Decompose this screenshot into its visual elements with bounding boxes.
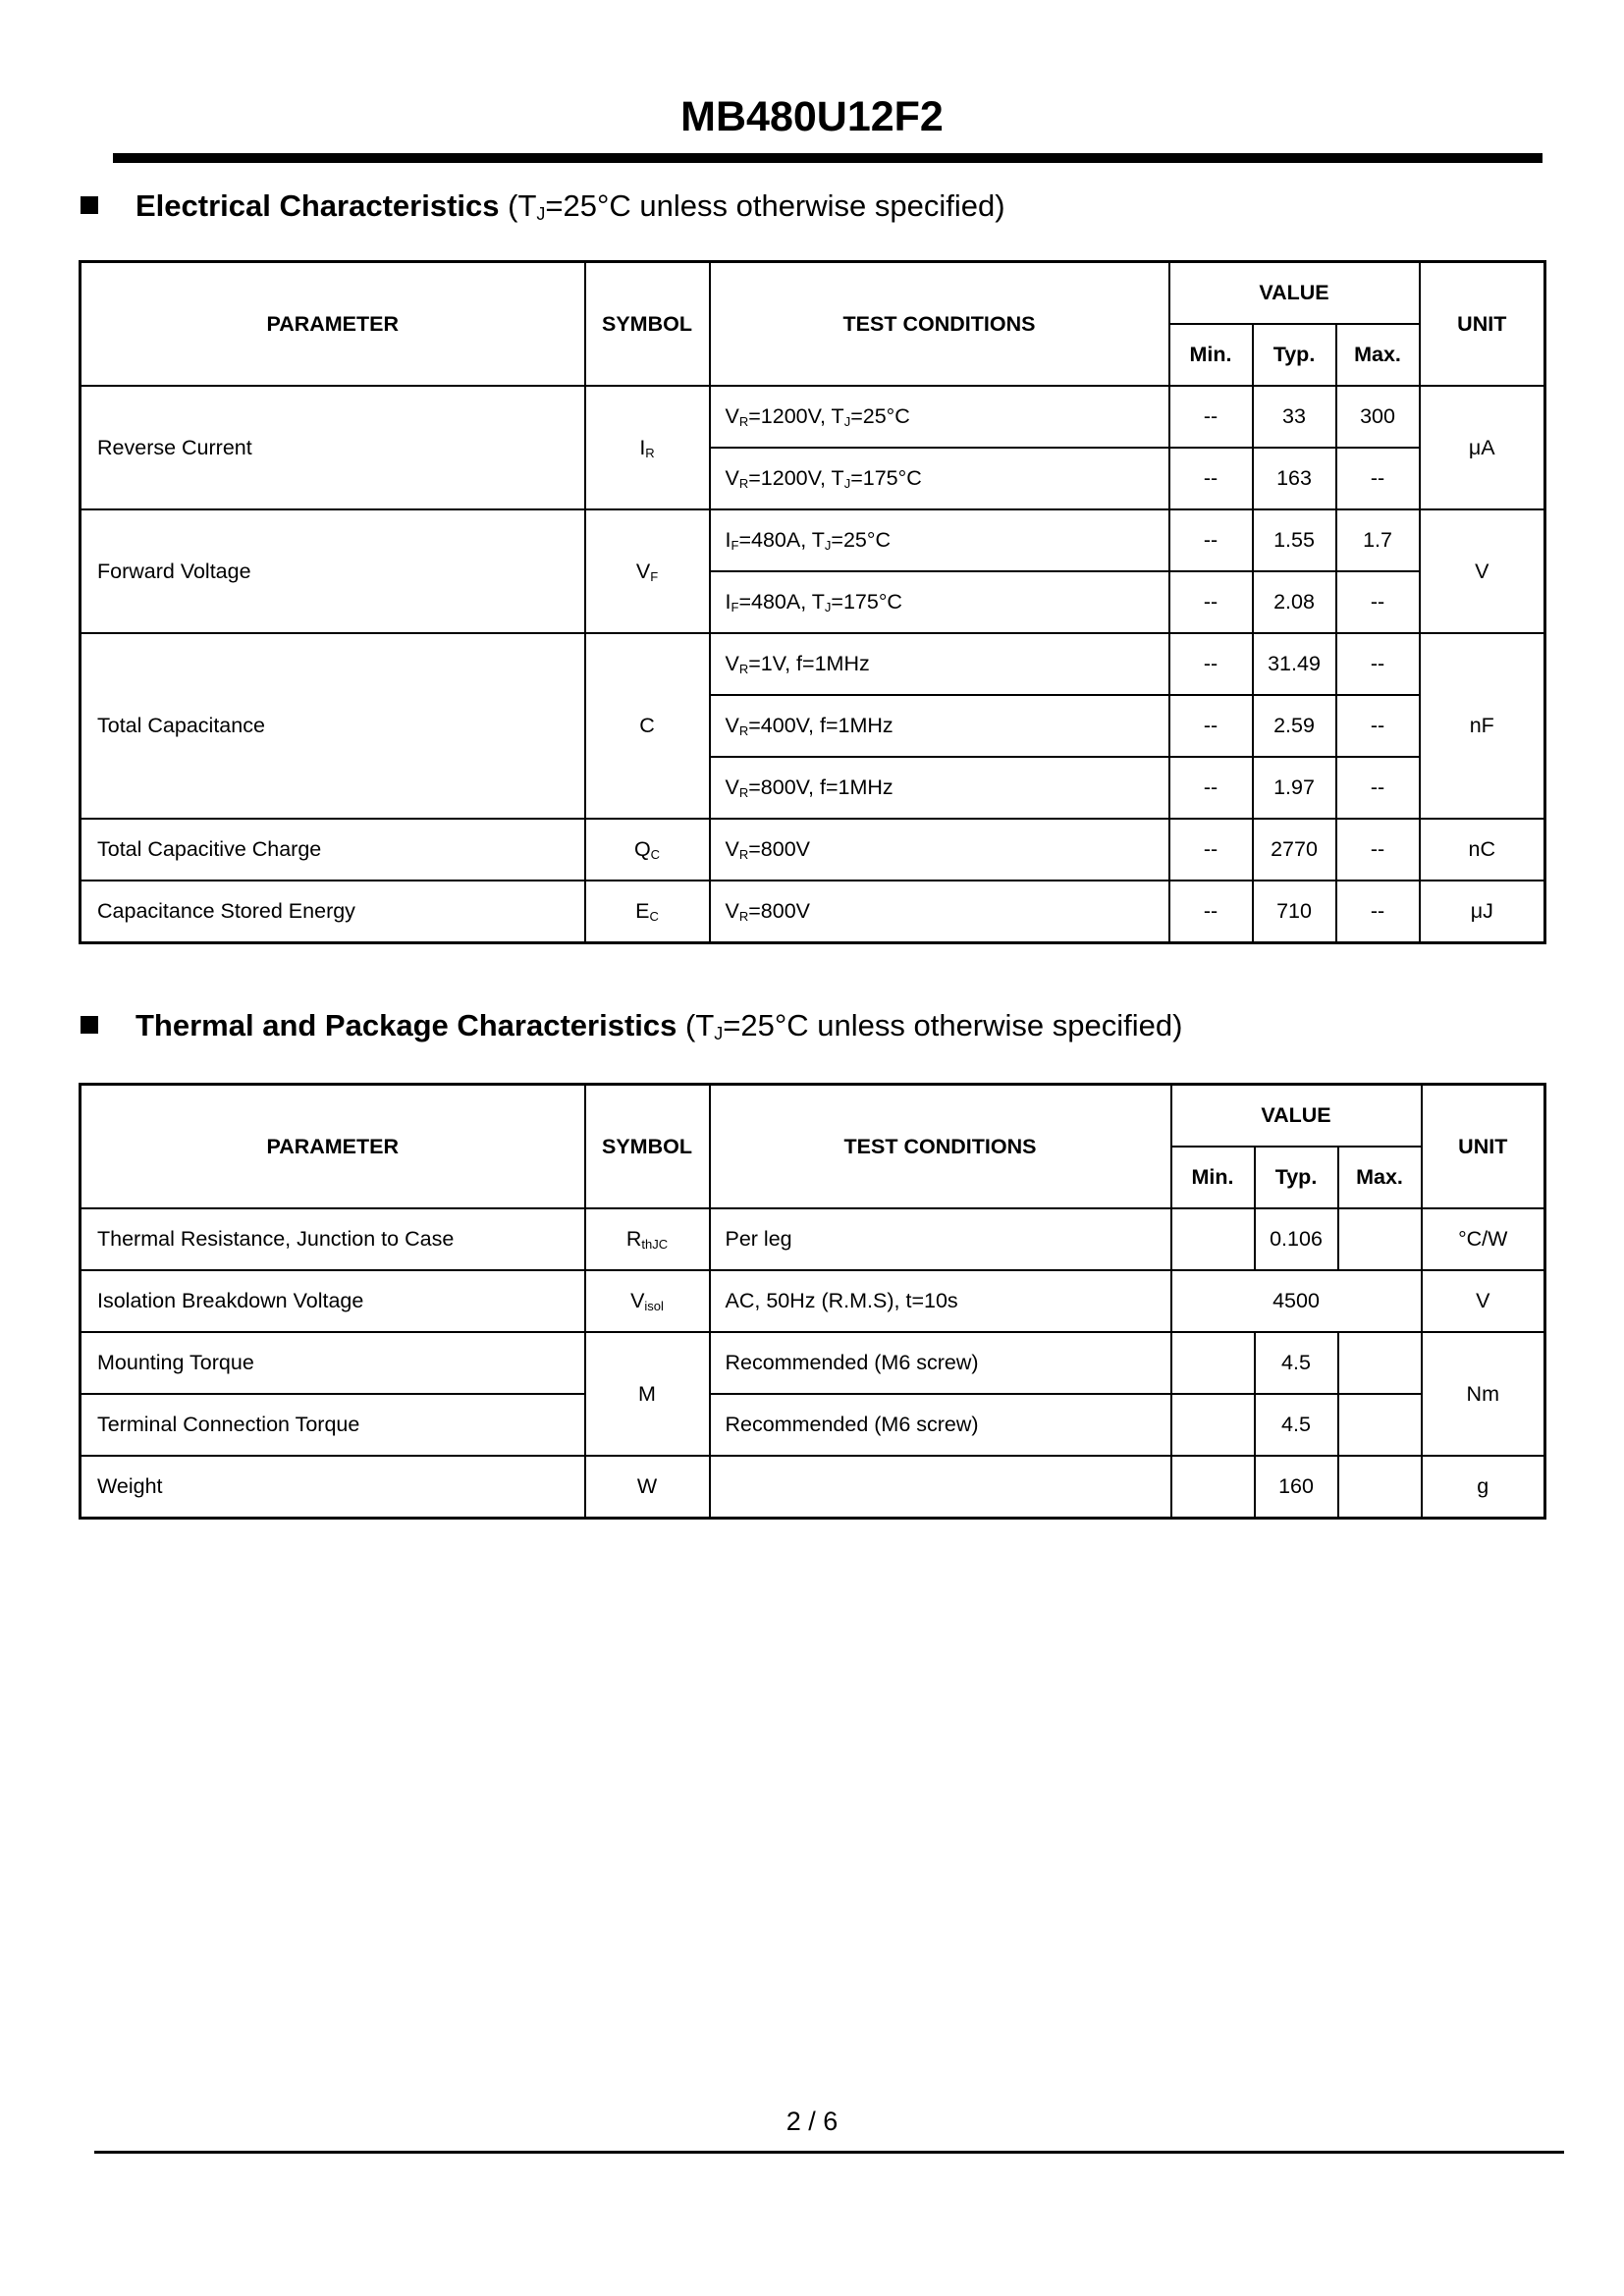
- symbol-cell: C: [585, 633, 710, 819]
- footer-rule: [94, 2151, 1564, 2154]
- header-value: VALUE: [1171, 1085, 1422, 1148]
- header-typ: Typ.: [1255, 1147, 1338, 1208]
- max-cell: [1338, 1208, 1422, 1270]
- unit-cell: μA: [1420, 386, 1545, 509]
- header-rule: [113, 153, 1543, 163]
- condition-cell: $V_R=800V$, f=1MHz: [710, 757, 1169, 819]
- parameter-cell: Weight: [81, 1456, 585, 1519]
- symbol-cell: $I_R$: [585, 386, 710, 509]
- min-cell: --: [1169, 509, 1253, 571]
- section-condition: ($T_J=25^\circ C$ unless otherwise specified): [685, 1008, 1183, 1043]
- header-max: Max.: [1336, 324, 1420, 386]
- typ-cell: 1.55: [1253, 509, 1336, 571]
- typ-cell: 4.5: [1255, 1394, 1338, 1456]
- symbol-cell: $V_F$: [585, 509, 710, 633]
- unit-cell: Nm: [1422, 1332, 1545, 1456]
- typ-cell: 0.106: [1255, 1208, 1338, 1270]
- condition-cell: $V_R=1V$, f=1MHz: [710, 633, 1169, 695]
- condition-cell: $V_R=1200V$, $T_J=25^\circ C$: [710, 386, 1169, 448]
- unit-cell: V: [1422, 1270, 1545, 1332]
- min-cell: --: [1169, 757, 1253, 819]
- min-cell: --: [1169, 695, 1253, 757]
- parameter-cell: Mounting Torque: [81, 1332, 585, 1394]
- min-cell: [1171, 1456, 1255, 1519]
- header-value: VALUE: [1169, 262, 1420, 325]
- parameter-cell: Reverse Current: [81, 386, 585, 509]
- condition-cell: Recommended (M6 screw): [710, 1332, 1171, 1394]
- header-symbol: SYMBOL: [585, 1085, 710, 1209]
- header-parameter: PARAMETER: [81, 262, 585, 387]
- header-parameter: PARAMETER: [81, 1085, 585, 1209]
- typ-cell: 2770: [1253, 819, 1336, 881]
- max-cell: --: [1336, 448, 1420, 509]
- section-heading-thermal: [81, 1010, 1182, 1042]
- square-bullet-icon: [81, 196, 98, 214]
- section-title: Electrical Characteristics: [135, 188, 500, 223]
- thermal-package-table: [79, 1083, 1546, 1520]
- max-cell: --: [1336, 571, 1420, 633]
- table-row: [81, 819, 1545, 881]
- max-cell: [1338, 1332, 1422, 1394]
- header-test-conditions: TEST CONDITIONS: [710, 262, 1169, 387]
- min-cell: [1171, 1208, 1255, 1270]
- condition-cell: Per leg: [710, 1208, 1171, 1270]
- table-row: [81, 1456, 1545, 1519]
- symbol-cell: W: [585, 1456, 710, 1519]
- typ-cell: 163: [1253, 448, 1336, 509]
- max-cell: [1338, 1394, 1422, 1456]
- table-row: [81, 1394, 1545, 1456]
- max-cell: --: [1336, 757, 1420, 819]
- header-unit: UNIT: [1422, 1085, 1545, 1209]
- min-cell: [1171, 1394, 1255, 1456]
- section-title: Thermal and Package Characteristics: [135, 1008, 677, 1042]
- typ-cell: 2.59: [1253, 695, 1336, 757]
- value-cell: 4500: [1171, 1270, 1422, 1332]
- min-cell: --: [1169, 386, 1253, 448]
- symbol-cell: M: [585, 1332, 710, 1456]
- max-cell: --: [1336, 633, 1420, 695]
- unit-cell: μJ: [1420, 881, 1545, 943]
- min-cell: --: [1169, 881, 1253, 943]
- parameter-cell: Capacitance Stored Energy: [81, 881, 585, 943]
- typ-cell: 4.5: [1255, 1332, 1338, 1394]
- unit-cell: V: [1420, 509, 1545, 633]
- square-bullet-icon: [81, 1016, 98, 1034]
- typ-cell: 2.08: [1253, 571, 1336, 633]
- parameter-cell: Forward Voltage: [81, 509, 585, 633]
- min-cell: --: [1169, 819, 1253, 881]
- symbol-cell: $Q_C$: [585, 819, 710, 881]
- electrical-characteristics-table: [79, 260, 1546, 944]
- max-cell: 300: [1336, 386, 1420, 448]
- symbol-cell: $V_{isol}$: [585, 1270, 710, 1332]
- header-min: Min.: [1171, 1147, 1255, 1208]
- unit-cell: nC: [1420, 819, 1545, 881]
- table-row: [81, 1332, 1545, 1394]
- condition-cell: $V_R=1200V$, $T_J=175^\circ C$: [710, 448, 1169, 509]
- symbol-cell: $E_C$: [585, 881, 710, 943]
- header-unit: UNIT: [1420, 262, 1545, 387]
- header-test-conditions: TEST CONDITIONS: [710, 1085, 1171, 1209]
- min-cell: --: [1169, 571, 1253, 633]
- max-cell: --: [1336, 881, 1420, 943]
- typ-cell: 710: [1253, 881, 1336, 943]
- min-cell: --: [1169, 633, 1253, 695]
- max-cell: --: [1336, 695, 1420, 757]
- typ-cell: 33: [1253, 386, 1336, 448]
- table-row: [81, 1208, 1545, 1270]
- symbol-cell: $R_{thJC}$: [585, 1208, 710, 1270]
- condition-cell: $I_F=480A$, $T_J=175^\circ C$: [710, 571, 1169, 633]
- unit-cell: °C/W: [1422, 1208, 1545, 1270]
- condition-cell: $V_R=800V$: [710, 881, 1169, 943]
- condition-cell: $V_R=800V$: [710, 819, 1169, 881]
- section-condition: ($T_J=25^\circ C$ unless otherwise specified): [508, 188, 1005, 224]
- parameter-cell: Terminal Connection Torque: [81, 1394, 585, 1456]
- condition-cell: $I_F=480A$, $T_J=25^\circ C$: [710, 509, 1169, 571]
- table-row: [81, 509, 1545, 571]
- max-cell: --: [1336, 819, 1420, 881]
- section-heading-electrical: [81, 190, 1005, 223]
- table-row: [81, 386, 1545, 448]
- typ-cell: 160: [1255, 1456, 1338, 1519]
- condition-cell: [710, 1456, 1171, 1519]
- max-cell: 1.7: [1336, 509, 1420, 571]
- unit-cell: nF: [1420, 633, 1545, 819]
- parameter-cell: Isolation Breakdown Voltage: [81, 1270, 585, 1332]
- table-row: [81, 881, 1545, 943]
- header-typ: Typ.: [1253, 324, 1336, 386]
- condition-cell: AC, 50Hz (R.M.S), t=10s: [710, 1270, 1171, 1332]
- condition-cell: $V_R=400V$, f=1MHz: [710, 695, 1169, 757]
- typ-cell: 31.49: [1253, 633, 1336, 695]
- typ-cell: 1.97: [1253, 757, 1336, 819]
- document-title: MB480U12F2: [680, 93, 944, 140]
- parameter-cell: Total Capacitance: [81, 633, 585, 819]
- max-cell: [1338, 1456, 1422, 1519]
- min-cell: [1171, 1332, 1255, 1394]
- parameter-cell: Thermal Resistance, Junction to Case: [81, 1208, 585, 1270]
- condition-cell: Recommended (M6 screw): [710, 1394, 1171, 1456]
- parameter-cell: Total Capacitive Charge: [81, 819, 585, 881]
- header-max: Max.: [1338, 1147, 1422, 1208]
- table-row: [81, 1270, 1545, 1332]
- unit-cell: g: [1422, 1456, 1545, 1519]
- min-cell: --: [1169, 448, 1253, 509]
- header-symbol: SYMBOL: [585, 262, 710, 387]
- page-number: 2 / 6: [785, 2107, 839, 2136]
- header-min: Min.: [1169, 324, 1253, 386]
- table-row: [81, 633, 1545, 695]
